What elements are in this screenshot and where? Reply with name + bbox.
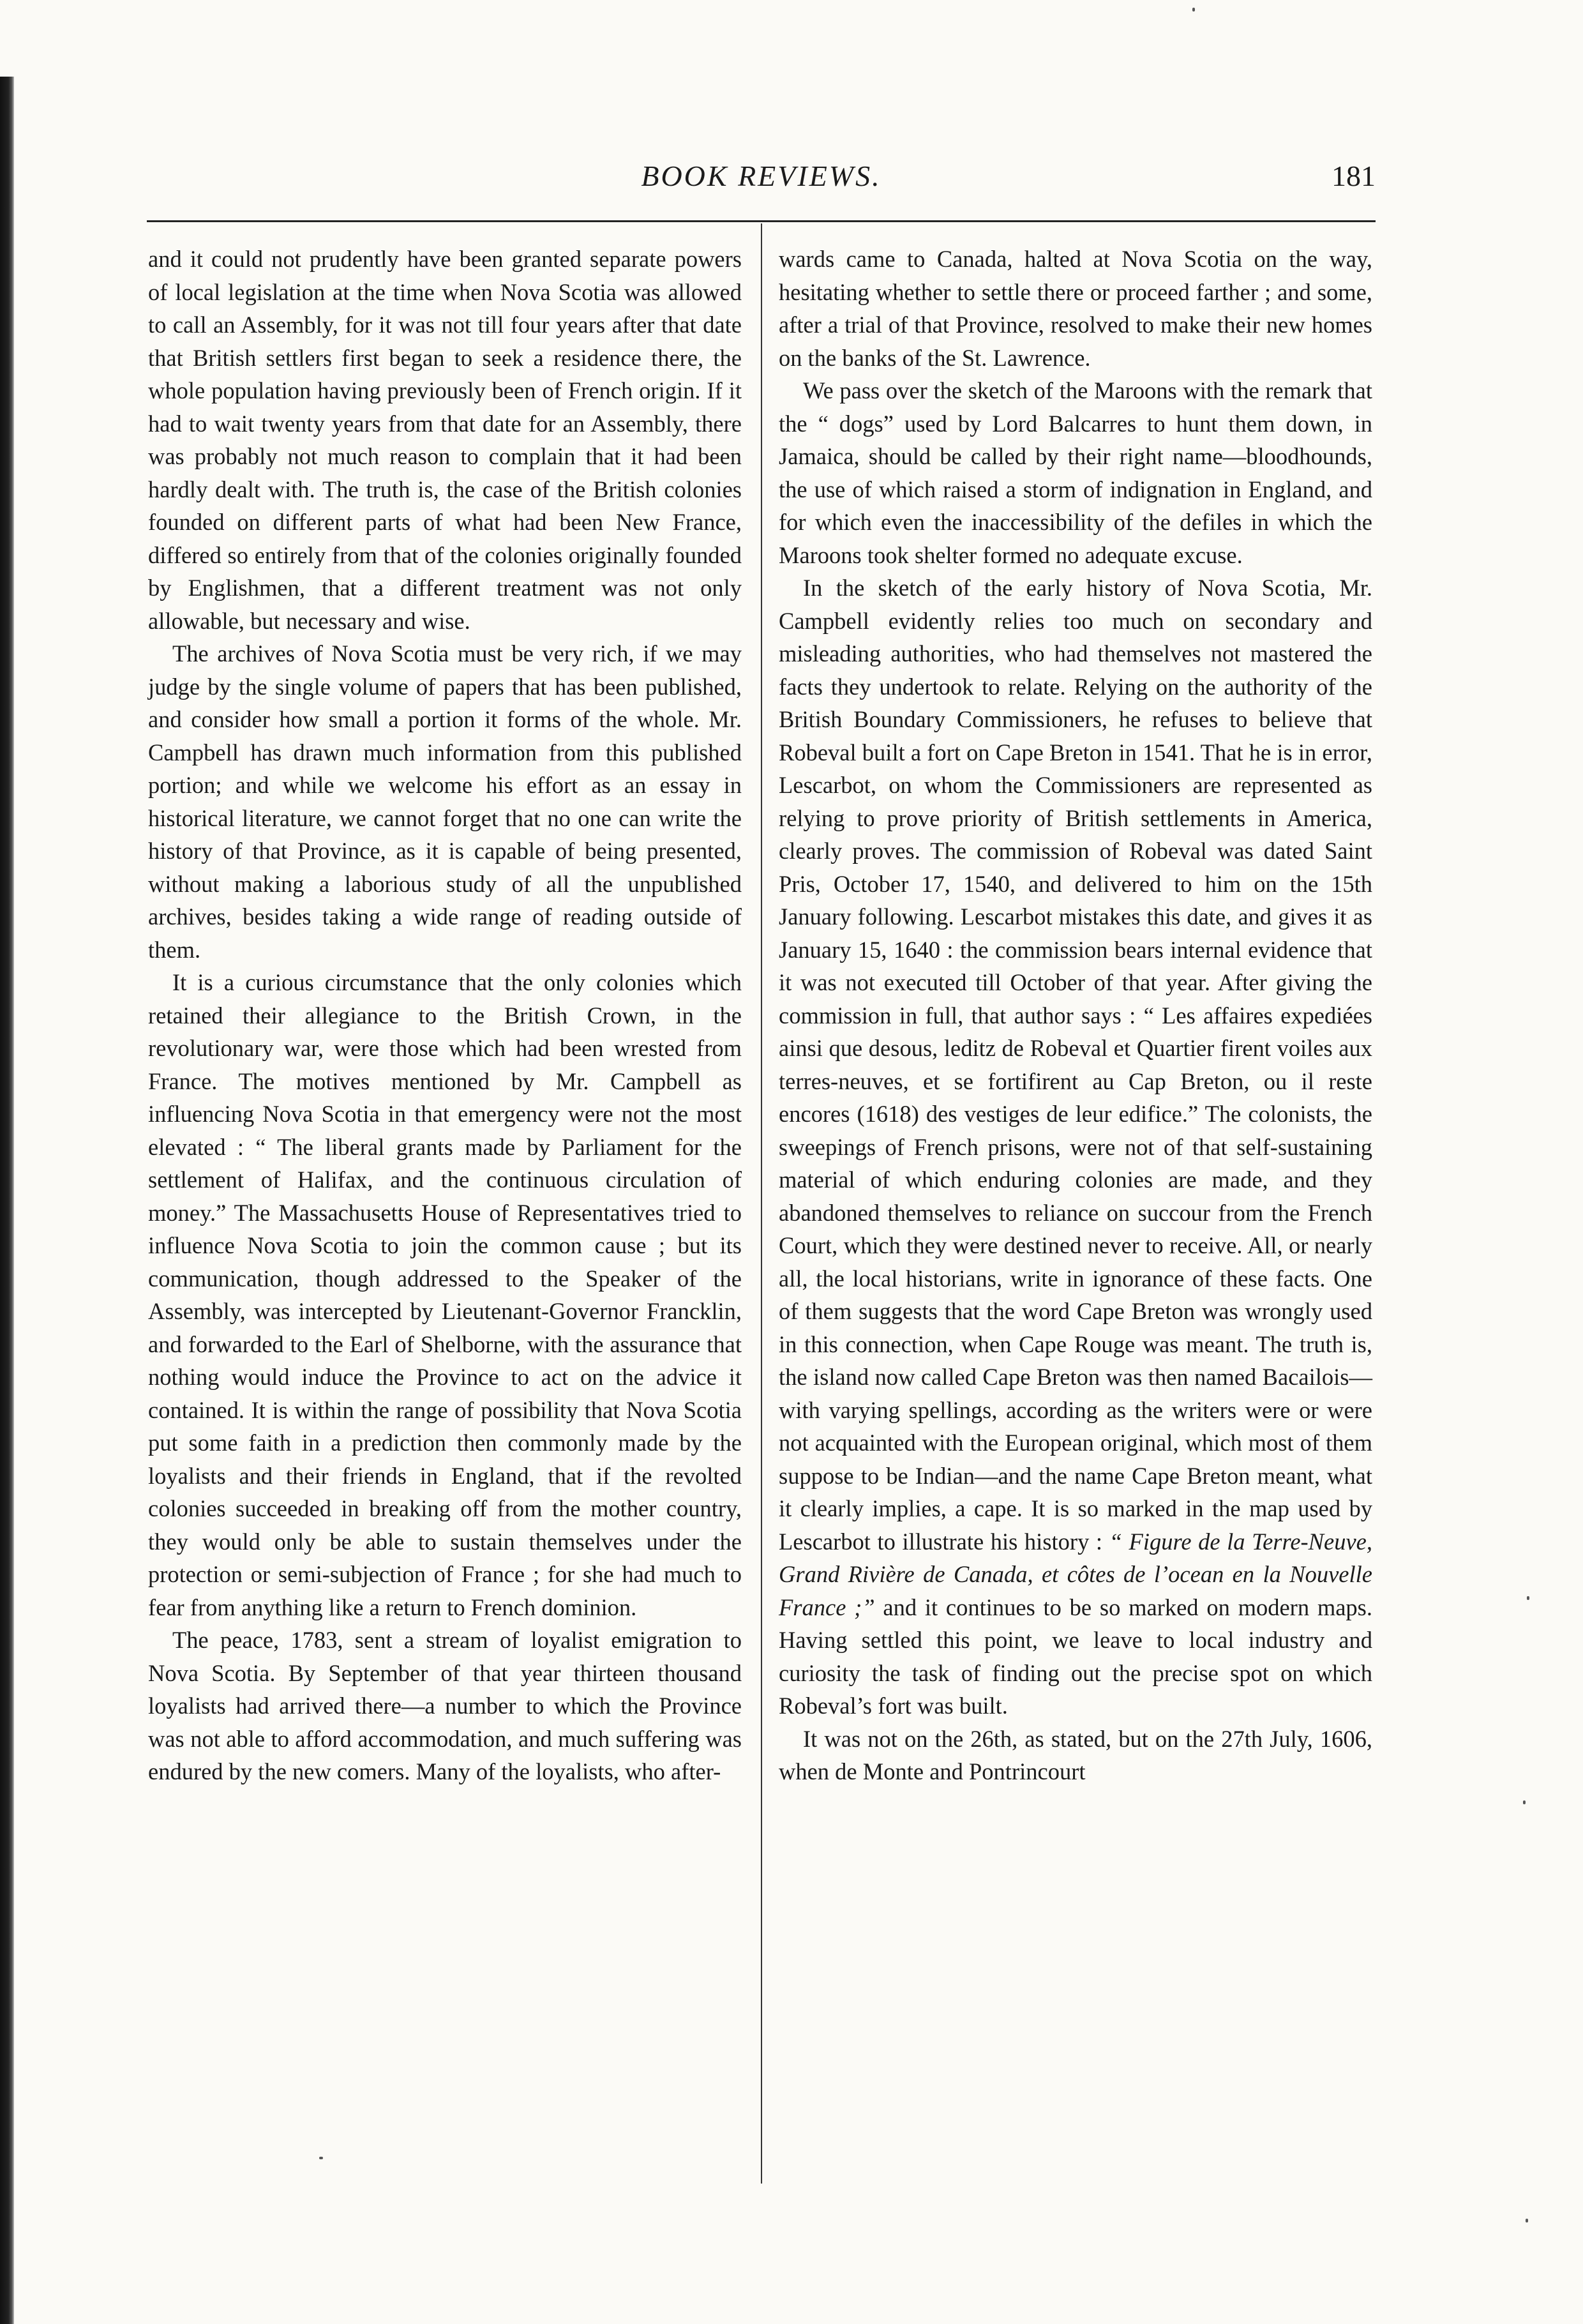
paragraph (779, 571, 1372, 1723)
paragraph-text: In the sketch of the early history of Nova Scotia, Mr. Campbell evidently relies too much on secondary and misleading authorities, who had themselves not mastered the facts they undertook to relate. Relying on the authority of the British Boundary Commissioners, he refuses to believe that Robeval built a fort on Cape Breton in 1541. That he is in error, Lescarbot, on whom the Commissioners are represented as relying to prove priority of British settlements in America, clearly proves. The commission of Robeval was dated Saint Pris, October 17, 1540, and delivered to him on the 15th January following. Lescarbot mistakes this date, and gives it as January 15, 1640 : the commission bears internal evidence that it was not executed till October of that year. After giving the commission in full, that author says : “ Les affaires expediées ainsi que desous, leditz de Robeval et Quartier firent voiles aux terres-neuves, et se fortifirent au Cap Breton, ou il reste encores (1618) des vestiges de leur edifice.” The colonists, the sweepings of French prisons, were not of that self-sustaining material of which enduring colonies are made, and they abandoned themselves to reliance on succour from the French Court, which they were destined never to receive. All, or nearly all, the local historians, write in ignorance of these facts. One of them suggests that the word Cape Breton was wrongly used in this connection, when Cape Rouge was meant. The truth is, the island now called Cape Breton was then named Bacailois—with varying spellings, according as the writers were or were not acquainted with the European original, which most of them suppose to be Indian—and the name Cape Breton meant, what it clearly implies, a cape. It is so marked in the map used by Lescarbot to illustrate his history : (779, 575, 1372, 1555)
left-column (148, 243, 742, 1788)
right-column (779, 243, 1372, 1788)
page-header (147, 144, 1376, 214)
paragraph: We pass over the sketch of the Maroons with the remark that the “ dogs” used by Lord Balcarres to hunt them down, in Jamaica, should be called by their right name—bloodhounds, the use of which raised a storm of indignation in England, and for which even the inaccessibility of the defiles in which the Maroons took shelter formed no adequate excuse. (779, 377, 1372, 568)
print-speck (1526, 2219, 1528, 2222)
binding-edge (0, 77, 14, 2324)
print-speck (1527, 1596, 1529, 1600)
page-number: 181 (1332, 160, 1376, 192)
running-title: BOOK REVIEWS. (641, 160, 882, 192)
paragraph: The peace, 1783, sent a stream of loyalist emigration to Nova Scotia. By September of that year thirteen thousand loyalists had arrived there—a number to which the Province was not able to afford accommodation, and much suffering was endured by the new comers. Many of the loyalists, who after- (148, 1627, 742, 1784)
paragraph: It was not on the 26th, as stated, but on the 27th July, 1606, when de Monte and Pontrincourt (779, 1725, 1372, 1784)
print-speck (1192, 8, 1195, 11)
paragraph: wards came to Canada, halted at Nova Scotia on the way, hesitating whether to settle there or proceed farther ; and some, after a trial of that Province, resolved to make their new homes on the banks of the St. Lawrence. (779, 246, 1372, 371)
paragraph: and it could not prudently have been granted separate powers of local legislation at the time when Nova Scotia was allowed to call an Assembly, for it was not till four years after that date that British settlers first began to seek a residence there, the whole population having previously been of French origin. If it had to wait twenty years from that date for an Assembly, there was probably not much reason to complain that it had been hardly dealt with. The truth is, the case of the British colonies founded on different parts of what had been New France, differed so entirely from that of the colonies originally founded by Englishmen, that a different treatment was not only allowable, but necessary and wise. (148, 246, 742, 634)
paragraph-text-tail: and it continues to be so marked on modern maps. Having settled this point, we leave to local industry and curiosity the task of finding out the precise spot on which Robeval’s fort was built. (779, 1594, 1373, 1719)
column-divider (761, 223, 762, 2184)
italic-map-title: “ Figure de la Terre-Neuve, Grand Rivière de Canada, et côtes de l’ocean en la Nouvelle France ;” (779, 1528, 1373, 1620)
paragraph: The archives of Nova Scotia must be very rich, if we may judge by the single volume of papers that has been published, and consider how small a portion it forms of the whole. Mr. Campbell has drawn much information from this published portion; and while we welcome his effort as an essay in historical literature, we cannot forget that no one can write the history of that Province, as it is capable of being presented, without making a laborious study of all the unpublished archives, besides taking a wide range of reading outside of them. (148, 640, 742, 963)
header-rule (147, 220, 1376, 222)
paragraph: It is a curious circumstance that the only colonies which retained their allegiance to the British Crown, in the revolutionary war, were those which had been wrested from France. The motives mentioned by Mr. Campbell as influencing Nova Scotia in that emergency were not the most elevated : “ The liberal grants made by Parliament for the settlement of Halifax, and the continuous circulation of money.” The Massachusetts House of Representatives tried to influence Nova Scotia to join the common cause ; but its communication, though addressed to the Speaker of the Assembly, was intercepted by Lieutenant-Governor Francklin, and forwarded to the Earl of Shelborne, with the assurance that nothing would induce the Province to act on the advice it contained. It is within the range of possibility that Nova Scotia put some faith in a prediction then commonly made by the loyalists and their friends in England, that if the revolted colonies succeeded in breaking off from the mother country, they would only be able to sustain themselves under the protection or semi-subjection of France ; for she had much to fear from anything like a return to French dominion. (148, 969, 742, 1620)
print-speck (1523, 1800, 1526, 1804)
print-speck (319, 2157, 323, 2159)
